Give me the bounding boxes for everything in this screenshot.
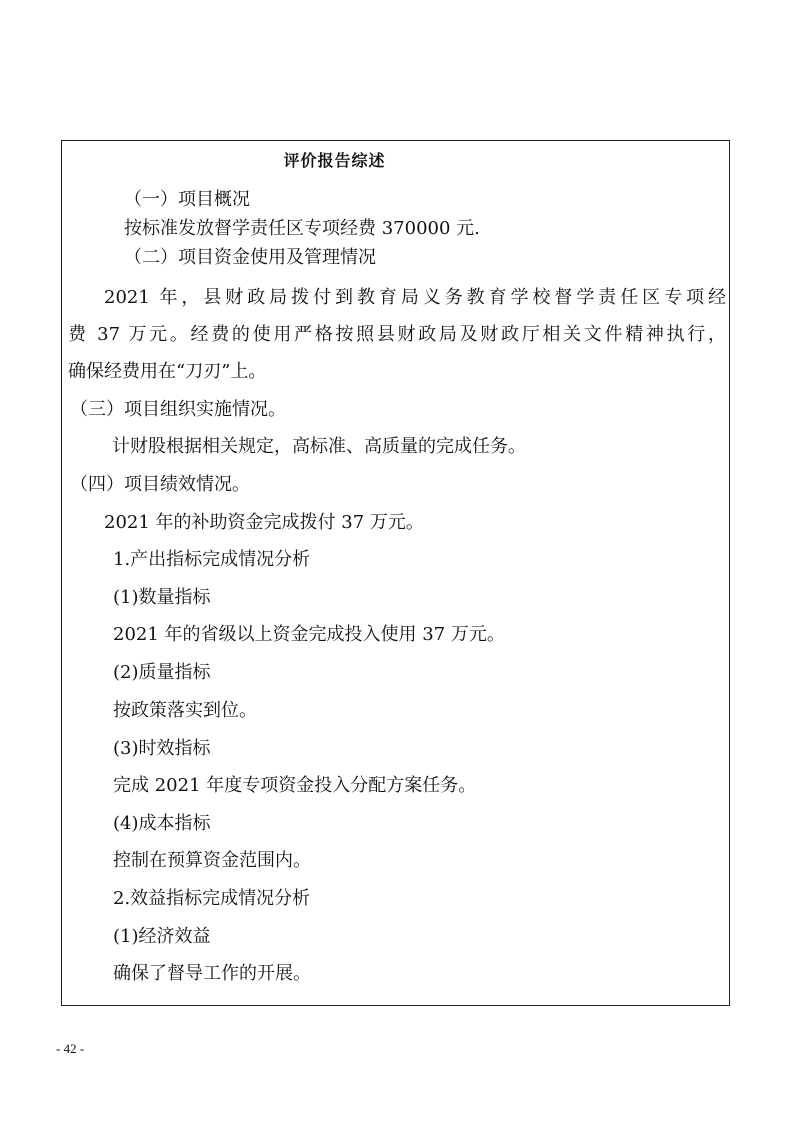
indicator-heading: (3)时效指标: [113, 738, 211, 759]
indicator-heading: (1)数量指标: [113, 587, 211, 608]
page-number: - 42 -: [56, 1041, 85, 1056]
section-heading-4: （四）项目绩效情况。: [70, 474, 250, 495]
paragraph-line: 2021 年的补助资金完成拨付 37 万元。: [104, 512, 424, 533]
paragraph-line: 按政策落实到位。: [113, 700, 257, 721]
indicator-heading: (2)质量指标: [113, 662, 211, 683]
paragraph-line: 控制在预算资金范围内。: [113, 850, 311, 871]
section-heading-2: （二）项目资金使用及管理情况: [124, 247, 376, 268]
subsection-heading: 1.产出指标完成情况分析: [113, 549, 311, 570]
section-heading-1: （一）项目概况: [124, 189, 250, 210]
report-title: 评价报告综述: [283, 151, 386, 170]
paragraph-line: 费 37 万元。经费的使用严格按照县财政局及财政厅相关文件精神执行，: [68, 324, 726, 345]
paragraph-line: 2021 年，县财政局拨付到教育局义务教育学校督学责任区专项经: [104, 287, 726, 308]
paragraph-line: 确保经费用在“刀刃”上。: [68, 361, 267, 382]
section-heading-3: （三）项目组织实施情况。: [70, 399, 286, 420]
indicator-heading: (4)成本指标: [113, 813, 211, 834]
paragraph-line: 计财股根据相关规定，高标准、高质量的完成任务。: [112, 436, 526, 457]
indicator-heading: (1)经济效益: [113, 926, 211, 947]
subsection-heading: 2.效益指标完成情况分析: [113, 888, 311, 909]
paragraph-line: 2021 年的省级以上资金完成投入使用 37 万元。: [113, 624, 505, 645]
paragraph-line: 完成 2021 年度专项资金投入分配方案任务。: [113, 775, 477, 796]
paragraph-line: 确保了督导工作的开展。: [113, 963, 311, 984]
paragraph-line: 按标准发放督学责任区专项经费 370000 元.: [124, 218, 480, 239]
